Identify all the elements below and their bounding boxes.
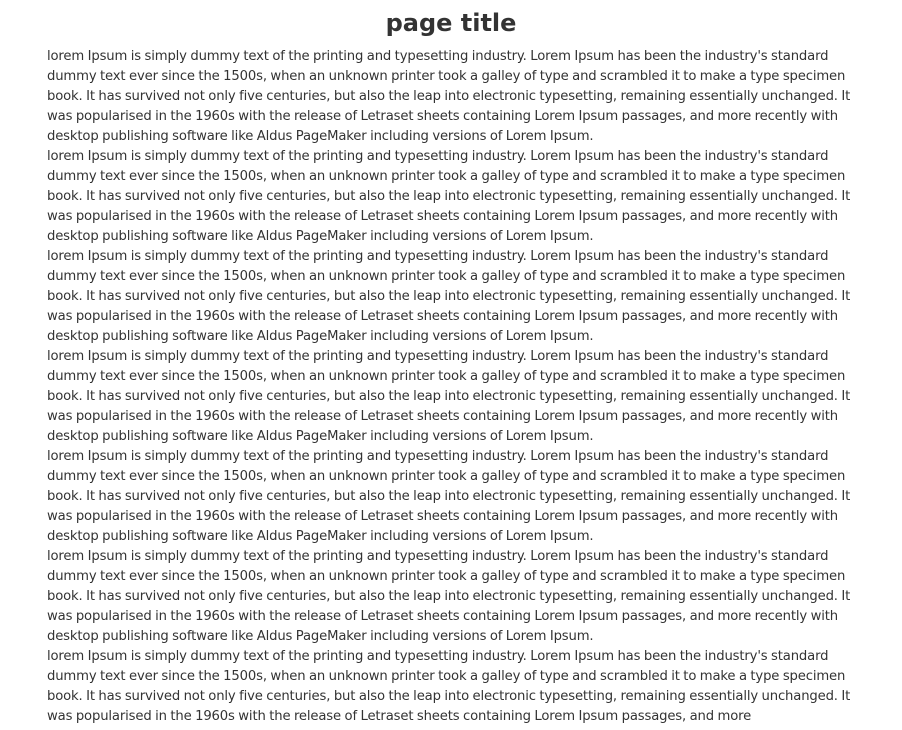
content-area — [47, 47, 853, 727]
paragraph: lorem Ipsum is simply dummy text of the printing and typesetting industry. Lorem Ipsum has been the industry's standard dummy text ever since the 1500s, when an unknown printer took a galley of type and scrambled it to make a type specimen book. It has survived not only five centuries, but also the leap into electronic typesetting, remaining essentially unchanged. It was popularised in the 1960s with the release of Letraset sheets containing Lorem Ipsum passages, and more recently with desktop publishing software like Aldus PageMaker including versions of Lorem Ipsum. — [47, 149, 851, 244]
page-title: page title — [385, 9, 517, 37]
paragraph: lorem Ipsum is simply dummy text of the printing and typesetting industry. Lorem Ipsum has been the industry's standard dummy text ever since the 1500s, when an unknown printer took a galley of type and scrambled it to make a type specimen book. It has survived not only five centuries, but also the leap into electronic typesetting, remaining essentially unchanged. It was popularised in the 1960s with the release of Letraset sheets containing Lorem Ipsum passages, and more recently with desktop publishing software like Aldus PageMaker including versions of Lorem Ipsum. — [47, 249, 851, 344]
paragraph: lorem Ipsum is simply dummy text of the printing and typesetting industry. Lorem Ipsum has been the industry's standard dummy text ever since the 1500s, when an unknown printer took a galley of type and scrambled it to make a type specimen book. It has survived not only five centuries, but also the leap into electronic typesetting, remaining essentially unchanged. It was popularised in the 1960s with the release of Letraset sheets containing Lorem Ipsum passages, and more — [47, 649, 851, 724]
paragraph: lorem Ipsum is simply dummy text of the printing and typesetting industry. Lorem Ipsum has been the industry's standard dummy text ever since the 1500s, when an unknown printer took a galley of type and scrambled it to make a type specimen book. It has survived not only five centuries, but also the leap into electronic typesetting, remaining essentially unchanged. It was popularised in the 1960s with the release of Letraset sheets containing Lorem Ipsum passages, and more recently with desktop publishing software like Aldus PageMaker including versions of Lorem Ipsum. — [47, 549, 851, 644]
paragraph: lorem Ipsum is simply dummy text of the printing and typesetting industry. Lorem Ipsum has been the industry's standard dummy text ever since the 1500s, when an unknown printer took a galley of type and scrambled it to make a type specimen book. It has survived not only five centuries, but also the leap into electronic typesetting, remaining essentially unchanged. It was popularised in the 1960s with the release of Letraset sheets containing Lorem Ipsum passages, and more recently with desktop publishing software like Aldus PageMaker including versions of Lorem Ipsum. — [47, 449, 851, 544]
paragraph: lorem Ipsum is simply dummy text of the printing and typesetting industry. Lorem Ipsum has been the industry's standard dummy text ever since the 1500s, when an unknown printer took a galley of type and scrambled it to make a type specimen book. It has survived not only five centuries, but also the leap into electronic typesetting, remaining essentially unchanged. It was popularised in the 1960s with the release of Letraset sheets containing Lorem Ipsum passages, and more recently with desktop publishing software like Aldus PageMaker including versions of Lorem Ipsum. — [47, 49, 851, 144]
paragraph: lorem Ipsum is simply dummy text of the printing and typesetting industry. Lorem Ipsum has been the industry's standard dummy text ever since the 1500s, when an unknown printer took a galley of type and scrambled it to make a type specimen book. It has survived not only five centuries, but also the leap into electronic typesetting, remaining essentially unchanged. It was popularised in the 1960s with the release of Letraset sheets containing Lorem Ipsum passages, and more recently with desktop publishing software like Aldus PageMaker including versions of Lorem Ipsum. — [47, 349, 851, 444]
